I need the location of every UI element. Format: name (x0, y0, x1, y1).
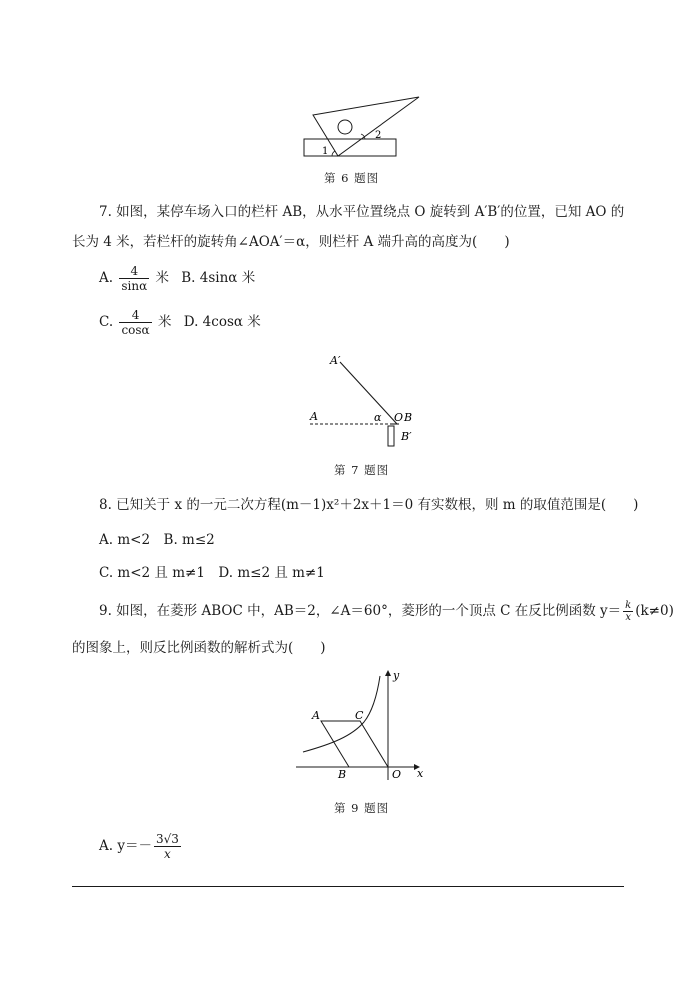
q7-option-c-unit: 米 (157, 314, 172, 330)
figure-6-caption: 第 6 题图 (324, 171, 380, 185)
label-b: B (338, 768, 347, 781)
label-b-prime: B′ (401, 430, 412, 443)
angle-1-arc (332, 151, 335, 156)
label-x: x (417, 767, 424, 780)
label-a-prime: A′ (330, 354, 341, 367)
triangle-hole-circle (338, 120, 352, 134)
q9-fraction-numerator: k (625, 600, 632, 611)
bottom-divider-line (72, 886, 624, 887)
label-b: B (404, 411, 413, 424)
q9-option-a-numerator: 3√3 (155, 832, 179, 846)
q9-option-a (99, 832, 183, 861)
q7-option-a-label: A. (99, 270, 114, 286)
figure-7-caption: 第 7 题图 (334, 463, 390, 477)
q7-option-a-denominator: sinα (121, 279, 148, 293)
q7-option-c-fraction (119, 308, 151, 337)
figure-9-caption: 第 9 题图 (334, 801, 390, 815)
q7-option-c-label: C. (99, 314, 114, 330)
label-alpha: α (374, 411, 382, 424)
label-c: C (355, 709, 364, 722)
figure-9 (292, 664, 432, 782)
q9-stem-line2: 的图象上，则反比例函数的解析式为( ) (72, 640, 326, 656)
q8-options-cd: C. m<2 且 m≠1 D. m≤2 且 m≠1 (99, 565, 325, 581)
angle-1-label: 1 (322, 146, 329, 157)
label-o: O (392, 768, 402, 781)
barrier-rotated-arm (340, 362, 397, 424)
q8-options-ab: A. m<2 B. m≤2 (99, 532, 215, 548)
q7-option-d: D. 4cosα 米 (183, 314, 261, 330)
angle-2-label: 2 (375, 130, 382, 141)
q9-stem-pre: 9. 如图，在菱形 ABOC 中，AB＝2，∠A＝60°，菱形的一个顶点 C 在反比例函数 y＝ (99, 603, 622, 619)
q7-options-ab (99, 264, 255, 293)
label-o: O (394, 411, 404, 424)
q7-option-c-denominator: cosα (121, 323, 150, 337)
q7-option-a-unit: 米 (155, 270, 169, 286)
q7-option-b: B. 4sinα 米 (181, 270, 256, 286)
q7-option-a-numerator: 4 (130, 264, 139, 278)
q9-fraction-denominator: x (623, 611, 633, 623)
figure-7 (300, 348, 425, 450)
barrier-post (388, 426, 394, 446)
label-y: y (393, 669, 400, 682)
q8-stem: 8. 已知关于 x 的一元二次方程(m－1)x²＋2x＋1＝0 有实数根，则 m 的取值范围是( ) (99, 497, 639, 513)
q7-options-cd (99, 308, 261, 337)
label-a: A (312, 709, 320, 722)
figure-6 (295, 90, 430, 162)
q9-option-a-denominator: x (154, 846, 181, 861)
rhombus-abo-c (321, 721, 388, 767)
triangle-set-square (313, 97, 419, 156)
q9-stem-line1 (99, 600, 674, 623)
q9-option-a-prefix: A. y＝－ (99, 838, 152, 854)
q7-stem-line2: 长为 4 米，若栏杆的旋转角∠AOA′＝α，则栏杆 A 端升高的高度为( ) (72, 234, 510, 250)
q7-option-a-fraction (119, 264, 149, 293)
q7-option-c-numerator: 4 (131, 308, 140, 322)
q9-option-a-fraction (154, 832, 181, 861)
q9-function-fraction (623, 600, 633, 623)
q9-stem-post: (k≠0) (635, 603, 674, 619)
q7-stem-line1: 7. 如图，某停车场入口的栏杆 AB，从水平位置绕点 O 旋转到 A′B′的位置，已知 AO 的 (99, 204, 625, 220)
label-a: A (310, 410, 318, 423)
y-axis-arrow (385, 670, 391, 676)
